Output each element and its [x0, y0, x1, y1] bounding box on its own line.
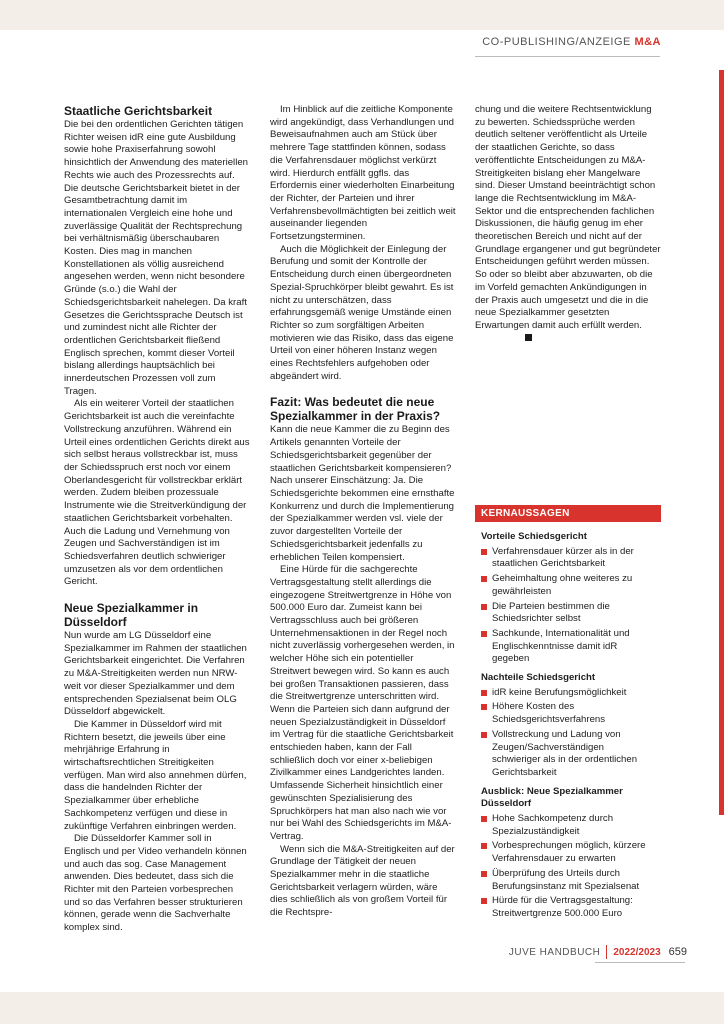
- header-rule: [475, 56, 660, 57]
- footer-rule: [595, 962, 685, 963]
- list-item: [481, 628, 655, 666]
- column-2: [270, 104, 456, 920]
- section-heading-staatliche-gerichtsbarkeit: Staatliche Gerichtsbarkeit: [64, 104, 213, 118]
- bullet-square-icon: [481, 576, 487, 582]
- paragraph: Eine Hürde für die sachgerechte Vertragsgestaltung stellt allerdings die eingezogene Streitwertgrenze in Höhe von 500.000 Euro dar. Zumeist kann bei Vertragsschluss auch bei größeren Unternehmensaktionen in der Regel noch nicht zuverlässig vorhergesehen werden, in welcher Höhe sich ein potentieller Streitwert bewegen wird. So kann es auch bei großen Transaktionen passieren, dass die Streitwertgrenze unterschritten wird. Wenn die Parteien sich dann aufgrund der neuen Spezialzuständigkeit in Düsseldorf im Vertrag für die staatliche Gerichtsbarkeit entschieden haben, kann der Fall schließlich doch vor einer x-beliebigen Zivilkammer eines Landgerichtes landen. Umfassende Sicherheit hinsichtlich einer gewünschten Spezialisierung des Spruchkörpers hat man also nach wie vor nur bei Wahl des Schiedsgerichts im M&A-Vertrag.: [270, 564, 455, 842]
- bullet-square-icon: [481, 604, 487, 610]
- list-item: [481, 729, 655, 780]
- list-item-text: Überprüfung des Urteils durch Berufungsinstanz mit Spezialsenat: [492, 867, 640, 892]
- bullet-square-icon: [481, 732, 487, 738]
- paragraph: Als ein weiterer Vorteil der staatlichen Gerichtsbarkeit ist auch die vereinfachte Vollstreckung anzuführen. Während ein Urteil eines ordentlichen Gerichts direkt aus sich selbst heraus vollstreckbar ist, muss der Schiedsspruch erst noch vor einem Oberlandesgericht für vollstreckbar erklärt werden. Zudem bleiben prozessuale Instrumente wie die Streitverkündigung der staatlichen Gerichtsbarkeit vorbehalten. Auch die Ladung und Vernehmung von Zeugen und Sachverständigen ist im Schiedsverfahren deutlich schwieriger umzusetzen als vor dem ordentlichen Gericht.: [64, 398, 250, 588]
- paragraph: Auch die Möglichkeit der Einlegung der Berufung und somit der Kontrolle der Entscheidung durch einen übergeordneten Spezial-Spruchkörper bleibt gewahrt. Es ist nicht zu unterschätzen, dass erfahrungsgemäß wenige Umstände einen Richter so zum sorgfältigen Arbeiten motivieren wie das Risiko, dass das eigene Urteil von einer höheren Instanz wegen eines Rechtsfehlers aufgehoben oder abgeändert wird.: [270, 243, 454, 382]
- list-item-text: Verfahrensdauer kürzer als in der staatlichen Gerichtsbarkeit: [492, 545, 634, 570]
- column-3: [475, 104, 661, 345]
- running-header: [482, 36, 661, 48]
- list-item-text: Hürde für die Vertragsgestaltung: Streitwertgrenze 500.000 Euro: [492, 895, 633, 919]
- list-item-text: idR keine Berufungsmöglichkeit: [492, 686, 627, 698]
- list-item-text: Vorbesprechungen möglich, kürzere Verfahrensdauer zu erwarten: [492, 840, 646, 865]
- list-item: [481, 573, 655, 598]
- page-number: 659: [668, 946, 687, 958]
- footer-divider: [606, 945, 607, 959]
- box-title: KERNAUSSAGEN: [475, 505, 661, 522]
- list-item: [481, 601, 655, 626]
- paragraph: Kann die neue Kammer die zu Beginn des Artikels genannten Vorteile der Schiedsgerichtsbarkeit gegenüber der staatlichen Gerichtsbarkeit kompensieren? Nach unserer Einschätzung: Ja. Die Schiedsgerichte bekommen eine ernsthafte Konkurrenz und durch die Implementierung der Spezialkammer werden vsl. viele der zuvor dargestellten Vorteile der Schiedsgerichtsbarkeit jedenfalls zu erheblichen Teilen kompensiert.: [270, 424, 455, 563]
- list-item: [481, 687, 655, 700]
- section-heading-fazit: Fazit: Was bedeutet die neue Spezialkammer in der Praxis?: [270, 395, 441, 424]
- bullet-list: [481, 687, 655, 780]
- bullet-list: [481, 813, 655, 921]
- paragraph: Die Düsseldorfer Kammer soll in Englisch und per Video verhandeln können und auch das sog. Case Management anwenden. Dies bedeutet, dass sich die Richter mit den Parteien vorbesprechen und so das Verfahren besser strukturieren können, gerade wenn die Sachverhalte komplex sind.: [64, 833, 247, 934]
- bullet-list: [481, 546, 655, 666]
- list-item: [481, 701, 655, 726]
- footer-year: 2022/2023: [613, 946, 661, 958]
- box-section-heading: Ausblick: Neue Spezialkammer Düsseldorf: [481, 785, 623, 810]
- list-item-text: Sachkunde, Internationalität und Englischkenntnisse damit idR gegeben: [492, 627, 630, 665]
- bullet-square-icon: [481, 704, 487, 710]
- paragraph: [475, 104, 661, 345]
- list-item-text: Vollstreckung und Ladung von Zeugen/Sachverständigen schwieriger als in der ordentlichen Gerichtsbarkeit: [492, 728, 638, 778]
- paragraph: Nun wurde am LG Düsseldorf eine Spezialkammer im Rahmen der staatlichen Gerichtsbarkeit eingerichtet. Die Verfahren zu M&A-Streitigkeiten werden nun NRW-weit vor dieser Spezialkammer und dem entsprechenden Spezialsenat beim OLG Düsseldorf abgewickelt.: [64, 630, 247, 718]
- end-of-article-mark: [525, 334, 532, 341]
- list-item: [481, 895, 655, 920]
- box-section-heading: Nachteile Schiedsgericht: [481, 672, 596, 684]
- list-item-text: Geheimhaltung ohne weiteres zu gewährleisten: [492, 573, 633, 597]
- bullet-square-icon: [481, 631, 487, 637]
- bullet-square-icon: [481, 549, 487, 555]
- footer-book-title: JUVE HANDBUCH: [508, 946, 601, 958]
- list-item: [481, 546, 655, 571]
- list-item: [481, 868, 655, 893]
- list-item: [481, 840, 655, 865]
- list-item: [481, 813, 655, 838]
- column-1: [64, 104, 250, 935]
- paragraph: Die bei den ordentlichen Gerichten tätigen Richter weisen idR eine gute Ausbildung sowie hohe Praxiserfahrung sowohl hinsichtlich der Anwendung des materiellen Rechts wie auch des Prozessrechts auf. Die deutsche Gerichtsbarkeit bietet in der Gesamtbetrachtung damit im internationalen Vergleich eine hohe und zuverlässige Qualität der Rechtsprechung bei verhältnismäßig überschaubaren Kosten. Dies mag in manchen Konstellationen als völlig ausreichend angesehen werden, wenn nicht besondere Gründe (s.o.) die Wahl der Schiedsgerichtsbarkeit nahelegen. Da kraft Gesetzes die Gerichtssprache Deutsch ist und zumindest nicht alle Richter der ordentlichen Gerichtsbarkeit fließend Englisch sprechen, kommt dieser Vorteil bislang allerdings hauptsächlich bei innerdeutschen Prozessen voll zum Tragen.: [64, 119, 248, 397]
- key-statements-box: [475, 505, 661, 923]
- header-accent: M&A: [634, 36, 661, 48]
- bullet-square-icon: [481, 690, 487, 696]
- paragraph: Wenn sich die M&A-Streitigkeiten auf der Grundlage der Tätigkeit der neuen Spezialkammer mehr in die staatliche Gerichtsbarkeit verlagern würden, wäre dies schließlich als von großem Vorteil für die Rechtspre-: [270, 843, 455, 919]
- bullet-square-icon: [481, 871, 487, 877]
- paragraph-text: chung und die weitere Rechtsentwicklung zu bewerten. Schiedssprüche werden deutlich seltener veröffentlicht als Urteile der staatlichen Gerichte, so dass veröffentlichte Entscheidungen zu M&A-Streitigkeiten bislang eher Mangelware sind. Dieser Umstand beeinträchtigt schon lange die Rechtsentwicklung im M&A-Sektor und die entsprechenden fachlichen Diskussionen, die häufig genug im eher theoretischen Bereich und nicht auf der Grundlage ergangener und gut begründeter Entscheidungen geführt werden müssen. So oder so bleibt aber abzuwarten, ob die im Vorfeld gemachten Ankündigungen in der Praxis auch umgesetzt und die in die neue Spezialkammer gesetzten Erwartungen damit auch erfüllt werden.: [475, 104, 661, 331]
- running-footer: [509, 945, 687, 959]
- box-body: [475, 522, 661, 921]
- paragraph: Die Kammer in Düsseldorf wird mit Richtern besetzt, die jeweils über eine mehrjährige Erfahrung in wirtschaftsrechtlichen Streitigkeiten verfügen. Man wird also annehmen dürfen, dass die handelnden Richter der Spezialkammer über erhebliche Sachkompetenz verfügen und diese in zukünftige Verfahren einbringen werden.: [64, 718, 247, 832]
- header-section: CO-PUBLISHING/ANZEIGE: [482, 36, 631, 48]
- box-section-heading: Vorteile Schiedsgericht: [481, 531, 587, 542]
- edge-accent-bar: [719, 70, 724, 815]
- list-item-text: Hohe Sachkompetenz durch Spezialzuständigkeit: [492, 813, 614, 837]
- bullet-square-icon: [481, 898, 487, 904]
- section-heading-neue-spezialkammer: Neue Spezialkammer in Düsseldorf: [64, 601, 199, 630]
- list-item-text: Die Parteien bestimmen die Schiedsrichter selbst: [492, 600, 610, 625]
- list-item-text: Höhere Kosten des Schiedsgerichtsverfahrens: [492, 701, 606, 726]
- bullet-square-icon: [481, 816, 487, 822]
- paragraph: Im Hinblick auf die zeitliche Komponente wird angekündigt, dass Verhandlungen und Beweisaufnahmen auch am Stück über mehrere Tage stattfinden können, sodass die Verfahrensdauer möglichst verkürzt wird. Hierdurch entfällt ggfls. das Erfordernis einer wiederholten Einarbeitung der Richter, der Parteien und ihrer Verfahrensbevollmächtigten bei zeitlich weit auseinander liegenden Fortsetzungsterminen.: [270, 104, 456, 243]
- bullet-square-icon: [481, 843, 487, 849]
